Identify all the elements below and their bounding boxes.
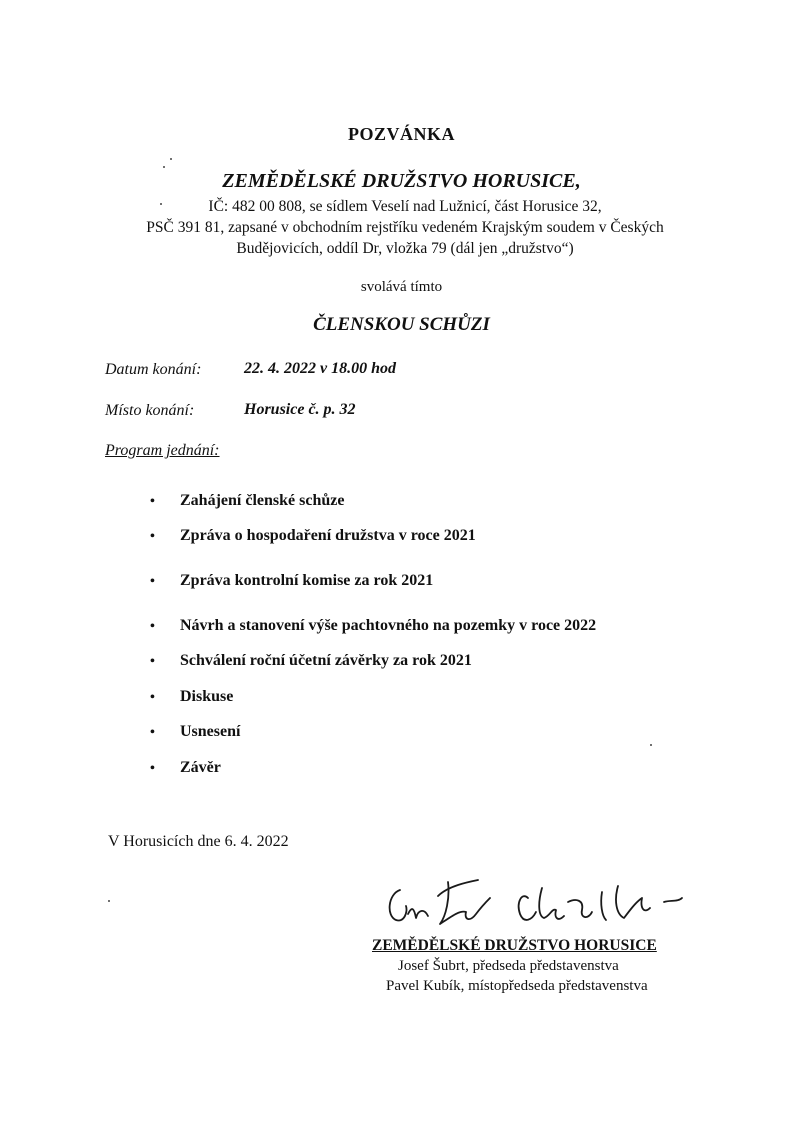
registration-block [90, 196, 720, 259]
bullet-icon: • [150, 619, 155, 634]
date-label: Datum konání: [105, 361, 202, 378]
place-label: Místo konání: [105, 402, 195, 419]
bullet-icon: • [150, 574, 155, 589]
agenda-item-text: Zahájení členské schůze [180, 492, 345, 509]
agenda-item-text: Zpráva kontrolní komise za rok 2021 [180, 572, 434, 589]
signature-organization: ZEMĚDĚLSKÉ DRUŽSTVO HORUSICE [372, 937, 657, 954]
bullet-icon: • [150, 690, 155, 705]
agenda-item-text: Diskuse [180, 688, 234, 705]
registration-line: IČ: 482 00 808, se sídlem Veselí nad Lužnicí, část Horusice 32, [208, 198, 602, 215]
signatory-vice-chairman: Pavel Kubík, místopředseda představenstva [386, 978, 648, 994]
bullet-icon: • [150, 725, 155, 740]
place-and-date: V Horusicích dne 6. 4. 2022 [108, 833, 289, 850]
scan-speck [163, 166, 165, 168]
agenda-item-text: Návrh a stanovení výše pachtovného na pozemky v roce 2022 [180, 617, 597, 634]
document-title: POZVÁNKA [348, 124, 455, 144]
date-value: 22. 4. 2022 v 18.00 hod [244, 360, 396, 377]
scan-speck [170, 158, 172, 160]
bullet-icon: • [150, 761, 155, 776]
scan-speck [108, 900, 110, 902]
place-value: Horusice č. p. 32 [244, 401, 356, 418]
agenda-item [150, 527, 476, 545]
bullet-icon: • [150, 494, 155, 509]
program-label: Program jednání: [105, 442, 220, 459]
registration-line: PSČ 391 81, zapsané v obchodním rejstříku vedeném Krajským soudem v Českých [146, 219, 664, 236]
agenda-item [150, 759, 221, 777]
agenda-item [150, 617, 596, 635]
agenda-item-text: Usnesení [180, 723, 241, 740]
agenda-item-text: Zpráva o hospodaření družstva v roce 2021 [180, 527, 476, 544]
registration-line: Budějovicích, oddíl Dr, vložka 79 (dál jen „družstvo“) [236, 240, 574, 257]
meeting-title: ČLENSKOU SCHŮZI [313, 314, 490, 335]
agenda-item [150, 688, 233, 706]
organization-name: ZEMĚDĚLSKÉ DRUŽSTVO HORUSICE, [222, 170, 581, 192]
bullet-icon: • [150, 654, 155, 669]
agenda-item [150, 492, 344, 510]
agenda-item [150, 572, 433, 590]
convenes-text: svolává tímto [360, 279, 443, 295]
bullet-icon: • [150, 529, 155, 544]
agenda-item [150, 723, 240, 741]
scan-speck [160, 203, 162, 205]
signatory-chairman: Josef Šubrt, předseda představenstva [398, 958, 619, 974]
agenda-item-text: Závěr [180, 759, 221, 776]
handwritten-signature [378, 868, 698, 938]
agenda-item-text: Schválení roční účetní závěrky za rok 2021 [180, 652, 472, 669]
agenda-item [150, 652, 472, 670]
scan-speck [650, 744, 652, 746]
